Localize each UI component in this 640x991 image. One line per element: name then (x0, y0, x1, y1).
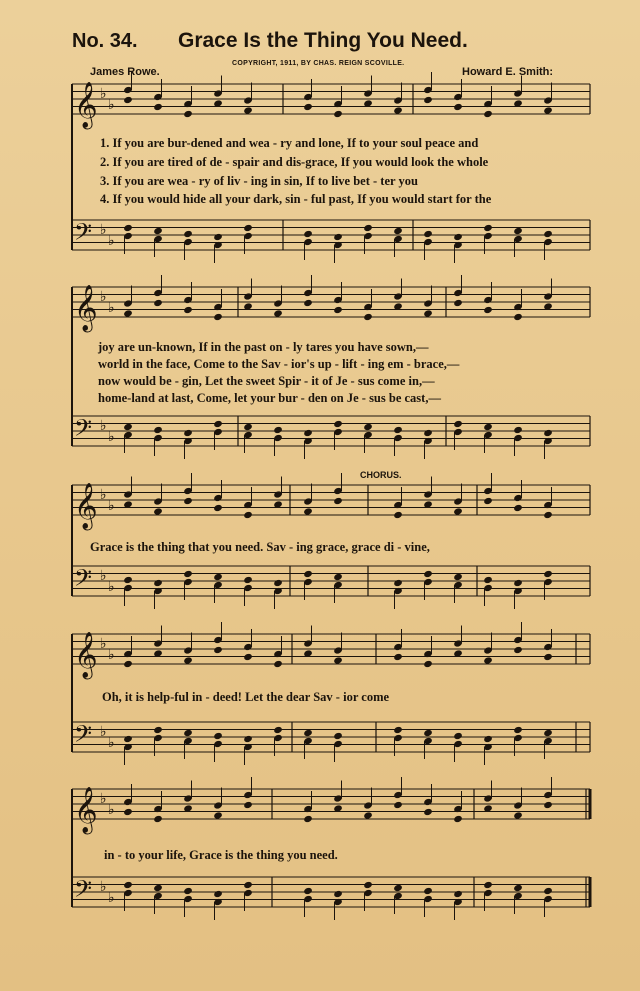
note-head (393, 227, 403, 235)
note-head (543, 729, 553, 737)
note-head (453, 299, 463, 307)
note-head (423, 429, 433, 437)
note-head (123, 423, 133, 431)
flat-sign: ♭ (100, 86, 107, 102)
flat-sign: ♭ (108, 429, 115, 445)
treble-clef: 𝄞 (74, 483, 98, 529)
chorus-line-1: Grace is the thing that you need. Sav - ing grace, grace di - vine, (90, 540, 430, 554)
flat-sign: ♭ (108, 498, 115, 514)
treble-clef: 𝄞 (74, 82, 98, 128)
note-head (123, 309, 133, 317)
note-head (363, 224, 373, 232)
note-head (543, 653, 553, 661)
note-head (333, 890, 343, 898)
note-head (393, 884, 403, 892)
note-head (543, 887, 553, 895)
note-head (393, 653, 403, 661)
note-head (213, 732, 223, 740)
note-head (393, 726, 403, 734)
note-head (123, 96, 133, 104)
note-head (543, 570, 553, 578)
flat-sign: ♭ (100, 879, 107, 895)
note-head (123, 660, 133, 668)
note-head (213, 573, 223, 581)
note-head (483, 497, 493, 505)
note-head (123, 735, 133, 743)
note-head (213, 233, 223, 241)
verse-3-line-1: 3. If you are wea - ry of liv - ing in sin, If to live bet - ter you (100, 174, 418, 188)
note-head (423, 660, 433, 668)
note-head (123, 224, 133, 232)
note-head (303, 103, 313, 111)
note-head (423, 808, 433, 816)
verse-4-line-2: home-land at last, Come, let your bur - den on Je - sus be cast,— (98, 391, 441, 405)
verse-2-line-1: 2. If you are tired of de - spair and dis-grace, If you would look the whole (100, 155, 489, 169)
note-head (513, 504, 523, 512)
flat-sign: ♭ (108, 802, 115, 818)
flat-sign: ♭ (100, 568, 107, 584)
note-head (243, 224, 253, 232)
treble-clef: 𝄞 (74, 787, 98, 833)
note-head (303, 507, 313, 515)
note-head (453, 507, 463, 515)
note-head (183, 497, 193, 505)
treble-clef: 𝄞 (74, 632, 98, 678)
note-head (513, 313, 523, 321)
note-head (303, 570, 313, 578)
note-head (543, 801, 553, 809)
bass-clef: 𝄢 (74, 720, 93, 753)
note-head (393, 579, 403, 587)
note-head (453, 732, 463, 740)
note-head (303, 429, 313, 437)
composer-credit: Howard E. Smith: (462, 66, 554, 78)
note-head (243, 653, 253, 661)
note-head (453, 573, 463, 581)
lyricist-credit: James Rowe. (90, 66, 160, 78)
chorus-label: CHORUS. (360, 470, 402, 480)
note-head (333, 306, 343, 314)
note-head (243, 511, 253, 519)
note-head (243, 881, 253, 889)
bass-clef: 𝄢 (74, 218, 93, 251)
note-head (123, 881, 133, 889)
chorus-line-3: in - to your life, Grace is the thing you need. (104, 848, 338, 862)
note-head (333, 656, 343, 664)
note-head (513, 726, 523, 734)
note-head (153, 227, 163, 235)
flat-sign: ♭ (108, 579, 115, 595)
note-head (453, 815, 463, 823)
note-head (213, 811, 223, 819)
note-head (273, 579, 283, 587)
note-head (273, 426, 283, 434)
note-head (423, 309, 433, 317)
note-head (483, 423, 493, 431)
note-head (453, 890, 463, 898)
note-head (183, 110, 193, 118)
note-head (153, 884, 163, 892)
note-head (513, 579, 523, 587)
note-head (393, 426, 403, 434)
note-head (213, 420, 223, 428)
note-head (183, 429, 193, 437)
note-head (393, 106, 403, 114)
note-head (213, 504, 223, 512)
note-head (363, 313, 373, 321)
note-head (153, 726, 163, 734)
note-head (333, 233, 343, 241)
note-head (183, 729, 193, 737)
note-head (333, 420, 343, 428)
flat-sign: ♭ (108, 647, 115, 663)
verse-1-line-1: 1. If you are bur-dened and wea - ry and lone, If to your soul peace and (100, 136, 479, 150)
flat-sign: ♭ (100, 289, 107, 305)
note-head (243, 735, 253, 743)
flat-sign: ♭ (108, 233, 115, 249)
note-head (483, 224, 493, 232)
note-head (363, 423, 373, 431)
flat-sign: ♭ (100, 487, 107, 503)
note-head (423, 96, 433, 104)
chorus-line-2: Oh, it is help-ful in - deed! Let the dear Sav - ior come (102, 690, 390, 704)
bass-clef: 𝄢 (74, 875, 93, 908)
verse-3-line-2: now would be - gin, Let the sweet Spir - it of Je - sus come in,— (98, 374, 435, 388)
note-head (303, 815, 313, 823)
verse-1-line-2: joy are un-known, If in the past on - ly tares you have sown,— (98, 340, 429, 354)
flat-sign: ♭ (108, 735, 115, 751)
bass-clef: 𝄢 (74, 564, 93, 597)
note-head (423, 887, 433, 895)
note-head (303, 887, 313, 895)
note-head (483, 656, 493, 664)
note-head (153, 103, 163, 111)
note-head (243, 801, 253, 809)
note-head (513, 227, 523, 235)
note-head (333, 497, 343, 505)
note-head (333, 573, 343, 581)
note-head (423, 729, 433, 737)
flat-sign: ♭ (100, 791, 107, 807)
note-head (303, 230, 313, 238)
note-head (123, 808, 133, 816)
note-head (363, 811, 373, 819)
note-head (183, 887, 193, 895)
note-head (273, 660, 283, 668)
flat-sign: ♭ (100, 222, 107, 238)
note-head (273, 309, 283, 317)
note-head (543, 106, 553, 114)
flat-sign: ♭ (108, 97, 115, 113)
note-head (483, 110, 493, 118)
flat-sign: ♭ (100, 418, 107, 434)
note-head (363, 881, 373, 889)
note-head (273, 726, 283, 734)
note-head (243, 423, 253, 431)
bass-clef: 𝄢 (74, 414, 93, 447)
note-head (153, 579, 163, 587)
note-head (453, 420, 463, 428)
note-head (483, 306, 493, 314)
note-head (393, 801, 403, 809)
hymn-title: Grace Is the Thing You Need. (178, 29, 468, 52)
note-head (183, 570, 193, 578)
note-head (483, 735, 493, 743)
note-head (183, 230, 193, 238)
copyright-notice: COPYRIGHT, 1911, BY CHAS. REIGN SCOVILLE. (232, 60, 405, 67)
flat-sign: ♭ (100, 636, 107, 652)
note-head (183, 656, 193, 664)
note-head (453, 233, 463, 241)
note-head (513, 884, 523, 892)
note-head (123, 576, 133, 584)
verse-4-line-1: 4. If you would hide all your dark, sin - ful past, If you would start for the (100, 192, 492, 206)
note-head (153, 815, 163, 823)
note-head (513, 646, 523, 654)
note-head (333, 110, 343, 118)
note-head (213, 646, 223, 654)
note-head (423, 230, 433, 238)
note-head (543, 429, 553, 437)
note-head (243, 576, 253, 584)
note-head (153, 299, 163, 307)
note-head (153, 426, 163, 434)
note-head (543, 230, 553, 238)
note-head (393, 511, 403, 519)
flat-sign: ♭ (108, 890, 115, 906)
note-head (333, 732, 343, 740)
hymn-number: No. 34. (72, 30, 138, 52)
note-head (513, 811, 523, 819)
note-head (243, 106, 253, 114)
note-head (153, 507, 163, 515)
flat-sign: ♭ (100, 724, 107, 740)
note-head (303, 299, 313, 307)
note-head (513, 426, 523, 434)
note-head (453, 103, 463, 111)
treble-clef: 𝄞 (74, 285, 98, 331)
note-head (183, 306, 193, 314)
note-head (423, 570, 433, 578)
flat-sign: ♭ (108, 300, 115, 316)
note-head (483, 881, 493, 889)
note-head (303, 729, 313, 737)
note-head (213, 890, 223, 898)
note-head (483, 576, 493, 584)
note-head (543, 511, 553, 519)
verse-2-line-2: world in the face, Come to the Sav - ior's up - lift - ing em - brace,— (98, 357, 460, 371)
note-head (213, 313, 223, 321)
